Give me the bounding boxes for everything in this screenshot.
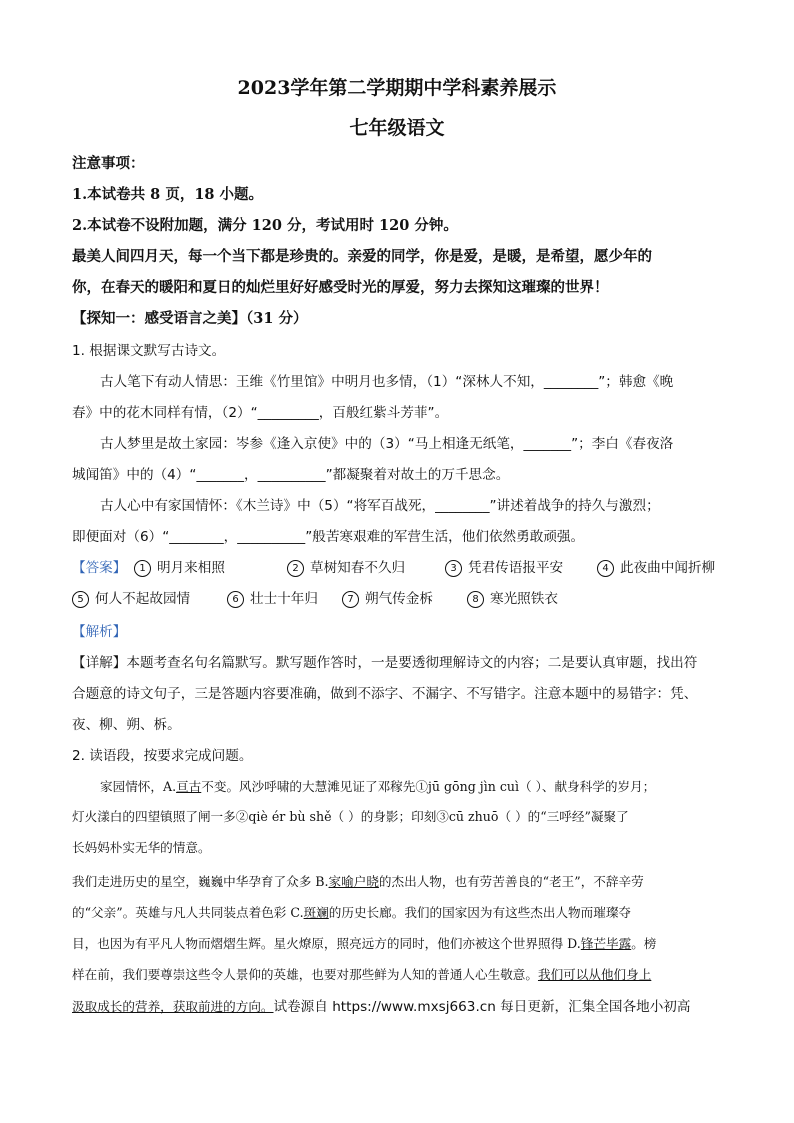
question-1-stem: 1. 根据课文默写古诗文。	[72, 343, 226, 359]
q1-para3-line2: 即便面对（6）“________，__________”般苦寒艰难的军营生活，他们依然勇敢顽强。	[72, 529, 585, 545]
intro-line-1: 最美人间四月天，每一个当下都是珍贵的。亲爱的同学，你是爱，是暖，是希望，愿少年的	[72, 248, 652, 265]
passage-line-3: 长妈妈朴实无华的情意。	[72, 840, 211, 855]
exam-subtitle: 七年级语文	[349, 117, 445, 139]
detail-line-2: 合题意的诗文句子，三是答题内容要准确，做到不添字、不漏字、不写错字。注意本题中的易错字：凭、	[72, 686, 698, 702]
passage-line-4: 我们走进历史的星空，巍巍中华孕育了众多 B.家喻户晓的杰出人物，也有劳苦善良的“老王”，不辞辛劳	[72, 874, 644, 889]
exam-title: 2023学年第二学期期中学科素养展示	[237, 77, 557, 99]
passage-line-5: 的“父亲”。英雄与凡人共同装点着色彩 C.斑斓的历史长廊。我们的国家因为有这些杰出人物而璀璨夺	[72, 905, 632, 920]
answer-row-1	[72, 556, 732, 578]
passage-line-6: 目，也因为有平凡人物而熠熠生辉。星火燎原，照亮远方的同时，他们亦被这个世界照得 D.锋芒毕露。榜	[72, 936, 657, 951]
passage-line-1: 家园情怀，A.亘古不变。风沙呼啸的大慧滩见证了邓稼先①jū gōng jìn cuì（ ）、献身科学的岁月；	[100, 779, 656, 794]
underlined-sentence-end: 汲取成长的营养，获取前进的方向。	[72, 999, 274, 1014]
circled-number-icon: 6	[227, 591, 244, 608]
q1-para1-line1: 古人笔下有动人情思：王维《竹里馆》中明月也多情，（1）“深林人不知，________”；韩愈《晚	[100, 374, 674, 390]
answer-item: 3 凭君传语报平安	[445, 556, 563, 577]
analysis-label: 【解析】	[72, 624, 127, 640]
answer-item: 7 朔气传金柝	[342, 587, 433, 608]
circled-number-icon: 4	[597, 560, 614, 577]
intro-line-2: 你，在春天的暖阳和夏日的灿烂里好好感受时光的厚爱，努力去探知这璀璨的世界！	[72, 279, 609, 296]
q1-para2-line2: 城闻笛》中的（4）“_______，__________”都凝聚着对故土的万千思念。	[72, 467, 510, 483]
answer-item: 4 此夜曲中闻折柳	[597, 556, 715, 577]
answer-label: 【答案】	[72, 560, 127, 576]
passage-line-8	[72, 995, 690, 1015]
underlined-term-d: 锋芒毕露	[580, 936, 632, 951]
notes-heading: 注意事项：	[72, 155, 145, 172]
circled-number-icon: 1	[134, 560, 151, 577]
answer-item: 8 寒光照铁衣	[467, 587, 558, 608]
q1-para1-line2: 春》中的花木同样有情，（2）“_________，百般红紫斗芳菲”。	[72, 405, 449, 421]
q1-para3-line1: 古人心中有家国情怀：《木兰诗》中（5）“将军百战死，________”讲述着战争的持久与激烈；	[100, 498, 660, 514]
notes-item-2: 2.本试卷不设附加题，满分 120 分，考试用时 120 分钟。	[72, 217, 458, 234]
circled-number-icon: 7	[342, 591, 359, 608]
answer-item: 5 何人不起故园情	[72, 587, 190, 608]
passage-line-2: 灯火漾白的四望镇照了闸一多②qiè ér bù shě（ ）的身影；印刻③cū zhuō（ ）的“三呼经”凝聚了	[72, 809, 629, 824]
detail-line-1: 【详解】本题考查名句名篇默写。默写题作答时，一是要透彻理解诗文的内容；二是要认真审题，找出符	[72, 655, 698, 671]
underlined-term-c: 斑斓	[303, 905, 329, 920]
detail-line-3: 夜、柳、朔、柝。	[72, 717, 181, 733]
answer-item: 1 明月来相照	[134, 556, 225, 577]
answer-item: 6 壮士十年归	[227, 587, 318, 608]
question-2-stem: 2. 读语段，按要求完成问题。	[72, 748, 253, 764]
source-link-text: 试卷源自 https://www.mxsj663.cn 每日更新，汇集全国各地小初高	[273, 999, 691, 1015]
section-heading: 【探知一：感受语言之美】（31 分）	[72, 310, 308, 327]
underlined-term-a: 亘古	[176, 779, 202, 794]
notes-item-1: 1.本试卷共 8 页，18 小题。	[72, 186, 264, 203]
passage-line-7: 样在前，我们要尊崇这些令人景仰的英雄，也要对那些鲜为人知的普通人心生敬意。我们可以从他们身上	[72, 967, 652, 982]
underlined-sentence: 我们可以从他们身上	[537, 967, 652, 982]
answer-item: 2 草树知春不久归	[287, 556, 405, 577]
circled-number-icon: 5	[72, 591, 89, 608]
circled-number-icon: 8	[467, 591, 484, 608]
underlined-term-b: 家喻户晓	[328, 874, 379, 889]
circled-number-icon: 3	[445, 560, 462, 577]
answer-row-2	[72, 587, 732, 609]
circled-number-icon: 2	[287, 560, 304, 577]
q1-para2-line1: 古人梦里是故土家园：岑参《逢入京使》中的（3）“马上相逢无纸笔，_______”；李白《春夜洛	[100, 436, 674, 452]
